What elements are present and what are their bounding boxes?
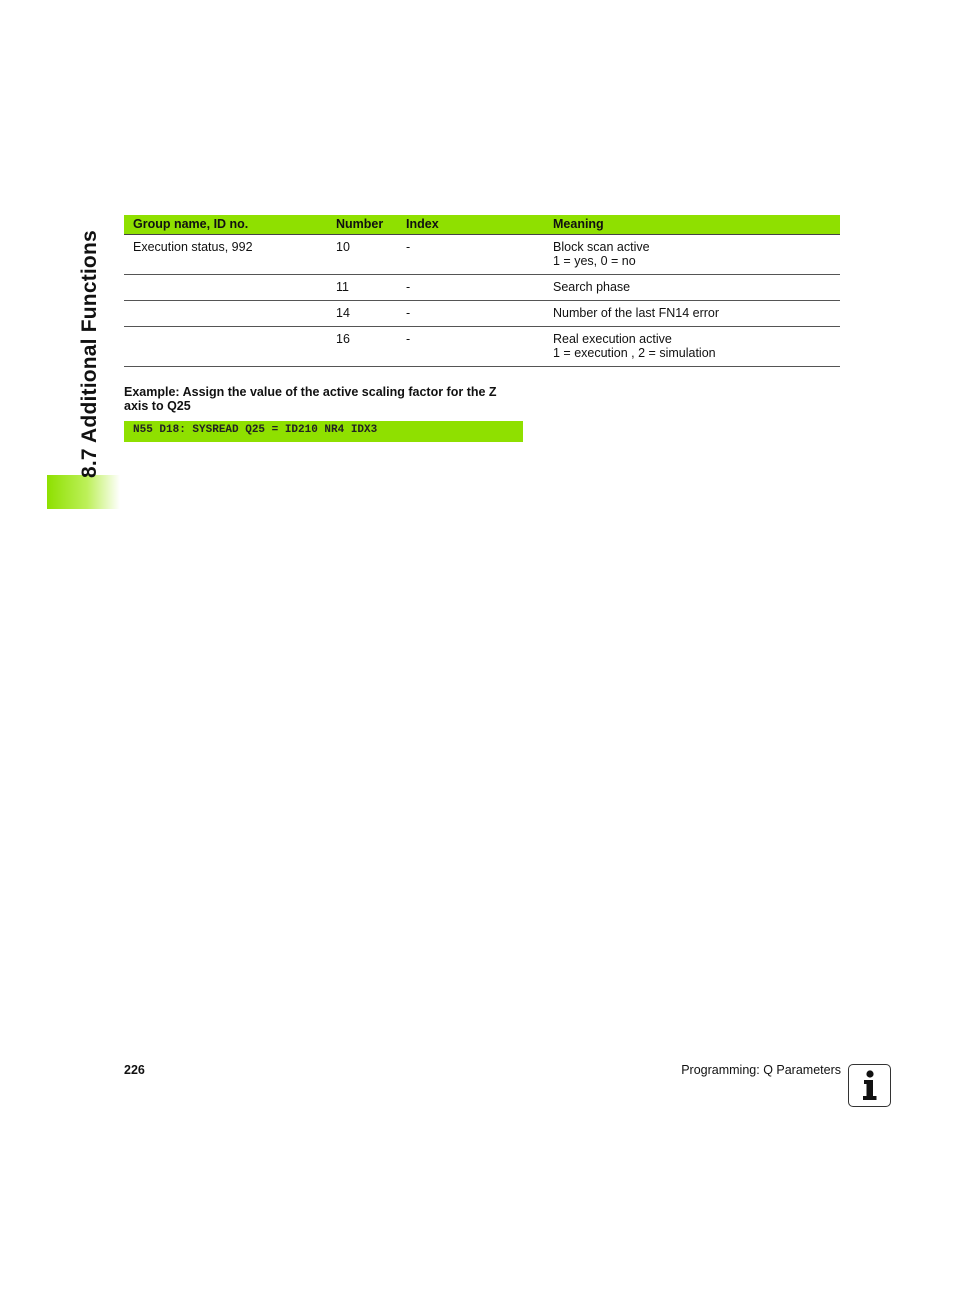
cell-index: -	[397, 235, 544, 275]
cell-meaning	[544, 327, 840, 367]
cell-meaning	[544, 235, 840, 275]
info-icon	[848, 1064, 891, 1107]
header-meaning: Meaning	[544, 215, 840, 235]
cell-group	[124, 275, 327, 301]
section-title: 8.7 Additional Functions	[78, 230, 101, 478]
page-number: 226	[124, 1063, 145, 1077]
parameter-table	[124, 215, 840, 367]
header-group: Group name, ID no.	[124, 215, 327, 235]
table-row	[124, 301, 840, 327]
cell-number: 11	[327, 275, 397, 301]
cell-index: -	[397, 275, 544, 301]
header-index: Index	[397, 215, 544, 235]
meaning-line: Block scan active	[553, 240, 650, 254]
meaning-line: Search phase	[553, 280, 631, 294]
cell-number: 14	[327, 301, 397, 327]
cell-group	[124, 301, 327, 327]
cell-index: -	[397, 327, 544, 367]
cell-number: 16	[327, 327, 397, 367]
footer-chapter: Programming: Q Parameters	[681, 1063, 841, 1077]
meaning-line: 1 = yes, 0 = no	[553, 254, 636, 268]
meaning-line: Real execution active	[553, 332, 672, 346]
cell-group	[124, 327, 327, 367]
table-row	[124, 327, 840, 367]
header-number: Number	[327, 215, 397, 235]
cell-group: Execution status, 992	[124, 235, 327, 275]
code-block	[124, 421, 523, 442]
cell-index: -	[397, 301, 544, 327]
code-line: N55 D18: SYSREAD Q25 = ID210 NR4 IDX3	[133, 424, 378, 436]
example-heading: Example: Assign the value of the active scaling factor for the Z axis to Q25	[124, 385, 497, 413]
table-header-row	[124, 215, 840, 235]
cell-number: 10	[327, 235, 397, 275]
chapter-tab	[47, 475, 120, 509]
table-row	[124, 275, 840, 301]
meaning-line: 1 = execution , 2 = simulation	[553, 346, 716, 360]
table-row	[124, 235, 840, 275]
meaning-line: Number of the last FN14 error	[553, 306, 720, 320]
cell-meaning	[544, 275, 840, 301]
cell-meaning	[544, 301, 840, 327]
info-glyph	[849, 1065, 889, 1105]
